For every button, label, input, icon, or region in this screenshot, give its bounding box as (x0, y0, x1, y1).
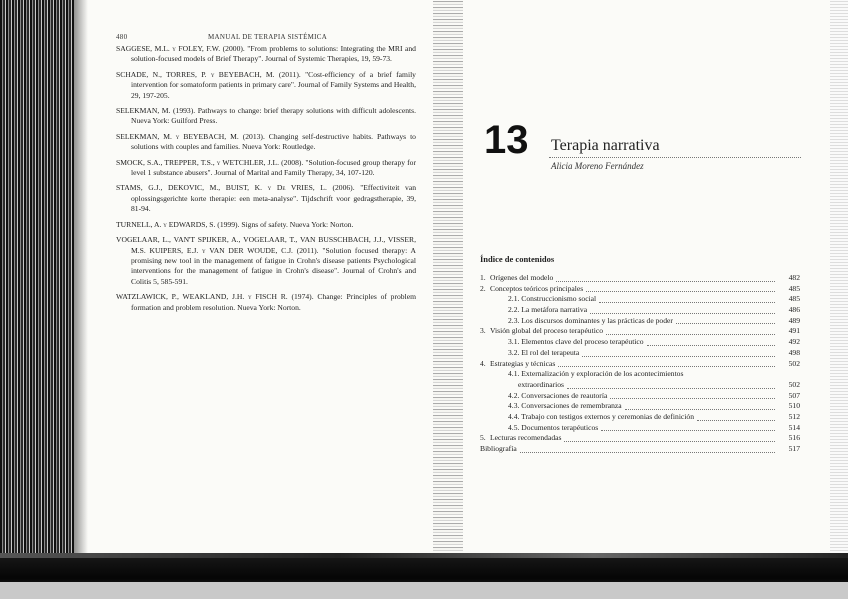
toc-leader-dots (558, 366, 775, 367)
reference-authors: TURNELL, A. y EDWARDS, S. (116, 219, 216, 229)
toc-leader-dots (586, 291, 775, 292)
reference-text: (1999). Signs of safety. Nueva York: Norton. (215, 219, 354, 229)
toc-entry (480, 433, 800, 444)
reference-text: (2011). "Cost-efficiency of a brief family intervention for somatoform patients in primary care". Journal of Family Systems and Health, 29, 197-205. (131, 69, 416, 100)
toc-entry (480, 305, 800, 316)
toc-entry-page: 489 (788, 315, 800, 325)
toc-entry (480, 348, 800, 359)
reference-text: (2008). "Solution-focused group therapy for level 1 substance abusers". Journal of Marital and Family Therapy, 34, 107-120. (131, 157, 416, 178)
toc-entry (480, 337, 800, 348)
toc-entry-label: 4.2. Conversaciones de reautoría (490, 391, 610, 402)
toc-entry-number: 5. (480, 433, 486, 443)
table-of-contents (480, 273, 800, 455)
toc-leader-dots (556, 281, 775, 282)
toc-entry-page: 502 (788, 358, 800, 368)
reference-text: (2006). "Effectiviteit van oplossingsgerichte korte therapie: een meta-analyse". Tijdschrift voor gedragstherapie, 39, 81-94. (131, 183, 416, 214)
toc-leader-dots (647, 345, 775, 346)
toc-entry-page: 492 (788, 337, 800, 347)
toc-entry-page: 491 (788, 326, 800, 336)
left-page-edge-shadow (0, 0, 74, 575)
toc-leader-dots (697, 420, 775, 421)
toc-entry (480, 294, 800, 305)
reference-entry (116, 44, 416, 65)
toc-entry-page: 516 (788, 433, 800, 443)
toc-entry-page: 485 (788, 283, 800, 293)
reference-text: (1993). Pathways to change: brief therapy solutions with difficult adolescents. Nueva York: Guilford Press. (131, 106, 416, 126)
toc-entry-label: 3.2. El rol del terapeuta (490, 348, 582, 359)
toc-entry-page: 502 (788, 379, 800, 389)
toc-entry-label: Orígenes del modelo (490, 273, 556, 284)
toc-entry-page: 482 (788, 273, 800, 282)
toc-entry-number: 1. (480, 273, 486, 282)
toc-entry (480, 401, 800, 412)
toc-entry-label: 4.4. Trabajo con testigos externos y ceremonias de definición (490, 412, 697, 423)
reference-authors: SAGGESE, M.L. y FOLEY, F.W. (116, 44, 221, 53)
reference-entry (116, 70, 416, 101)
toc-entry-label: 2.3. Los discursos dominantes y las prácticas de poder (490, 316, 676, 327)
page-number: 480 (116, 33, 128, 41)
toc-entry-label: Estrategias y técnicas (490, 359, 558, 370)
title-rule (549, 157, 801, 158)
reference-authors: SMOCK, S.A., TREPPER, T.S., y WETCHLER, J.L. (116, 157, 280, 167)
toc-entry-label: Lecturas recomendadas (490, 433, 564, 444)
toc-entry (480, 284, 800, 295)
reference-authors: SELEKMAN, M. (116, 106, 171, 116)
toc-entry-page: 485 (788, 294, 800, 304)
toc-entry (480, 326, 800, 337)
toc-entry (480, 316, 800, 327)
reference-entry (116, 292, 416, 313)
reference-entry (116, 106, 416, 127)
toc-entry-page: 517 (788, 444, 800, 454)
toc-entry-label: 4.3. Conversaciones de remembranza (490, 401, 625, 412)
toc-entry-number: 3. (480, 326, 486, 336)
toc-leader-dots (599, 302, 775, 303)
toc-entry (480, 380, 800, 391)
chapter-title: Terapia narrativa (551, 137, 660, 154)
toc-leader-dots (590, 313, 775, 314)
toc-heading: Índice de contenidos (480, 254, 555, 264)
right-page-edge (830, 0, 848, 575)
toc-entry (480, 391, 800, 402)
chapter-author: Alicia Moreno Fernández (551, 161, 644, 171)
toc-entry-label: 3.1. Elementos clave del proceso terapéutico (490, 337, 647, 348)
scan-margin (0, 582, 848, 599)
toc-leader-dots (567, 388, 775, 389)
toc-entry-number: 4. (480, 358, 486, 368)
toc-leader-dots (601, 430, 775, 431)
toc-entry (480, 444, 800, 455)
toc-leader-dots (610, 398, 775, 399)
book-gutter (433, 0, 463, 575)
chapter-number: 13 (484, 118, 529, 162)
toc-leader-dots (676, 323, 775, 324)
toc-entry-label: extraordinarios (490, 380, 567, 391)
reference-authors: VOGELAAR, L., VAN'T SPIJKER, A., VOGELAAR, T., VAN BUSSCHBACH, J.J., VISSER, M.S. KUIPERS, E.J. y VAN DER WOUDE, C.J. (116, 235, 416, 255)
reference-authors: SELEKMAN, M. y BEYEBACH, M. (116, 131, 239, 141)
toc-entry-page: 486 (788, 305, 800, 315)
reference-authors: STAMS, G.J., DEKOVIC, M., BUIST, K. y De VRIES, L. (116, 183, 327, 193)
toc-entry (480, 369, 800, 380)
toc-entry-page: 514 (788, 422, 800, 432)
reference-text: (2000). "From problems to solutions: Integrating the MRI and solution-focused models of Brief Therapy". Journal of Systemic Therapies, 19, 59-73. (131, 44, 416, 64)
toc-leader-dots (625, 409, 775, 410)
toc-entry-label: 2.2. La metáfora narrativa (490, 305, 590, 316)
reference-entry (116, 132, 416, 153)
reference-entry (116, 235, 416, 287)
toc-leader-dots (606, 334, 775, 335)
reference-list (116, 44, 416, 318)
toc-entry-page: 512 (788, 411, 800, 421)
reference-authors: WATZLAWICK, P., WEAKLAND, J.H. y FISCH R. (116, 292, 288, 302)
toc-entry (480, 412, 800, 423)
toc-entry-label: 4.1. Externalización y exploración de los acontecimientos (490, 369, 686, 380)
reference-text: (2013). Changing self-destructive habits. Pathways to solutions with couples and families. Nueva York: Routledge. (131, 131, 416, 152)
reference-text: (1974). Change: Principles of problem formation and problem resolution. Nueva York: Norton. (131, 292, 416, 312)
reference-entry (116, 220, 416, 230)
running-title: MANUAL DE TERAPIA SISTÉMICA (208, 33, 328, 41)
toc-entry-page: 510 (788, 401, 800, 411)
toc-leader-dots (520, 452, 775, 453)
reference-text: (2011). "Solution focused therapy: A promising new tool in the management of fatigue in Crohn's disease patients Psychological interventions for the management of fatigue in Crohn's disease". Journal of Crohn's and Colitis 5, 585-591. (131, 245, 416, 286)
toc-entry-page: 498 (788, 347, 800, 357)
toc-entry-label: Bibliografía (480, 444, 520, 455)
toc-entry-label: Visión global del proceso terapéutico (490, 326, 606, 337)
toc-entry-page: 507 (788, 390, 800, 400)
reference-entry (116, 183, 416, 214)
toc-entry-label: Conceptos teóricos principales (490, 284, 586, 295)
toc-entry (480, 359, 800, 370)
toc-entry (480, 423, 800, 434)
toc-entry-label: 2.1. Construccionismo social (490, 294, 599, 305)
toc-leader-dots (564, 441, 775, 442)
reference-entry (116, 158, 416, 179)
toc-entry (480, 273, 800, 284)
toc-entry-number: 2. (480, 283, 486, 293)
reference-authors: SCHADE, N., TORRES, P. y BEYEBACH, M. (116, 69, 275, 79)
toc-leader-dots (582, 356, 775, 357)
toc-entry-label: 4.5. Documentos terapéuticos (490, 423, 601, 434)
